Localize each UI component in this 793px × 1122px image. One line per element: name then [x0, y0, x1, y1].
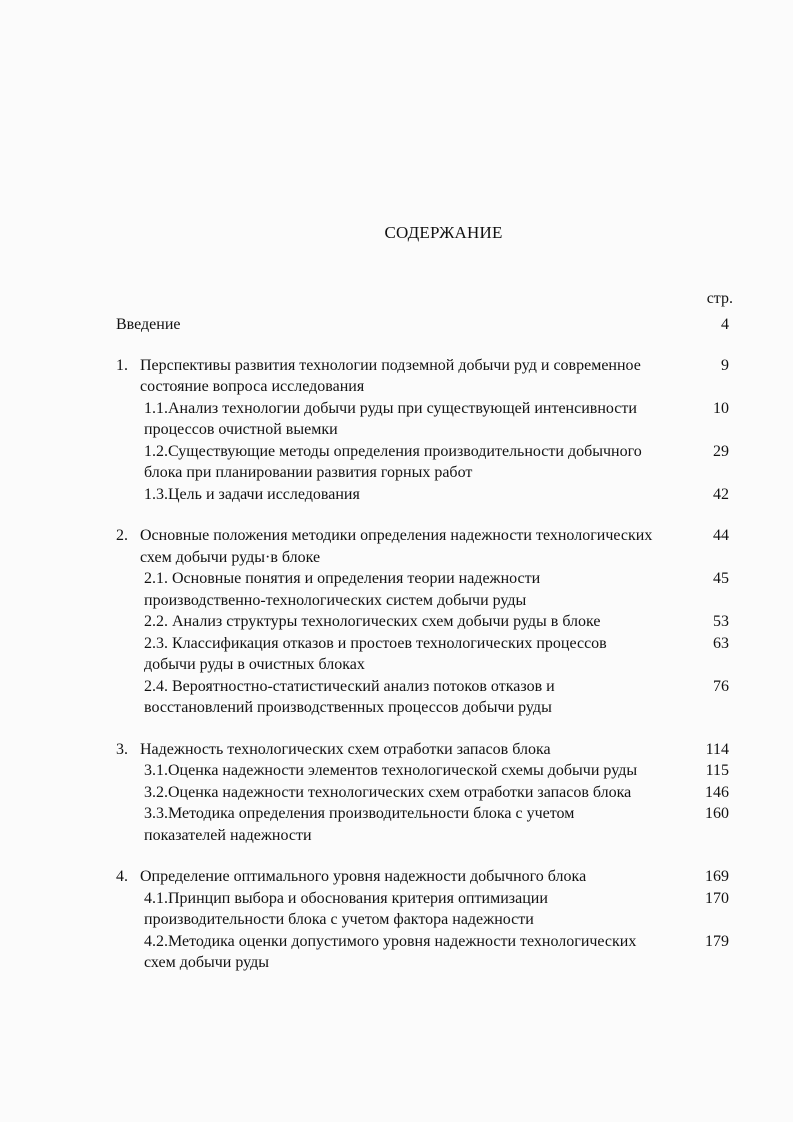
toc-subsection-title: 4.2.Методика оценки допустимого уровня надежности технологических схем добычи руды	[144, 932, 637, 971]
toc-subsection-page: 63	[713, 634, 729, 652]
toc-subsection	[116, 633, 729, 676]
toc-chapter-number: 3.	[116, 740, 128, 758]
toc-section-2	[116, 525, 729, 719]
toc-chapter	[116, 739, 729, 761]
toc-subsection	[116, 760, 729, 782]
toc-subsection-page: 45	[713, 570, 729, 587]
toc-subsection	[116, 484, 729, 506]
table-of-contents	[116, 314, 729, 994]
toc-intro-label: Введение	[116, 316, 181, 333]
toc-subsection-page: 170	[705, 889, 729, 907]
toc-chapter-title: Перспективы развития технологии подземной добычи руд и современное состояние вопроса исследования	[140, 356, 641, 395]
toc-subsection-title: 2.3. Классификация отказов и простоев технологических процессов добычи руды в очистных блоках	[144, 634, 607, 673]
toc-subsection	[116, 398, 729, 441]
toc-subsection-title: 2.1. Основные понятия и определения теории надежности производственно-технологических систем добычи руды	[144, 570, 541, 609]
toc-subsection	[116, 888, 729, 931]
toc-chapter-title: Основные положения методики определения надежности технологических схем добычи руды·в блоке	[140, 527, 653, 566]
toc-chapter-title: Определение оптимального уровня надежности добычного блока	[140, 868, 587, 885]
toc-subsection	[116, 568, 729, 611]
toc-subsection-title: 1.3.Цель и задачи исследования	[144, 485, 360, 503]
toc-subsection-page: 179	[705, 932, 729, 950]
toc-subsection-page: 42	[713, 485, 729, 503]
toc-subsection-title: 2.2. Анализ структуры технологических схем добычи руды в блоке	[144, 613, 601, 630]
toc-subsection-page: 115	[705, 762, 729, 779]
toc-chapter-page: 44	[713, 527, 729, 544]
toc-subsection-page: 10	[713, 399, 729, 417]
toc-subsection	[116, 441, 729, 484]
toc-section-1	[116, 355, 729, 506]
toc-subsection-title: 3.2.Оценка надежности технологических схем отработки запасов блока	[144, 783, 632, 801]
toc-chapter-page: 114	[705, 740, 729, 758]
toc-chapter	[116, 355, 729, 398]
toc-subsection-page: 29	[713, 442, 729, 460]
toc-section-3	[116, 739, 729, 847]
toc-chapter-number: 2.	[116, 527, 128, 544]
toc-chapter-page: 9	[721, 356, 729, 374]
toc-intro-page: 4	[721, 316, 729, 333]
toc-subsection-page: 53	[713, 613, 729, 630]
toc-subsection-title: 1.2.Существующие методы определения производительности добычного блока при планировании развития горных работ	[144, 442, 642, 481]
toc-chapter-number: 1.	[116, 356, 128, 374]
toc-chapter	[116, 525, 729, 568]
toc-subsection-page: 146	[705, 783, 729, 801]
toc-subsection-title: 3.1.Оценка надежности элементов технологической схемы добычи руды	[144, 762, 638, 779]
page-column-label: стр.	[706, 290, 733, 307]
toc-section-4	[116, 866, 729, 974]
toc-chapter-number: 4.	[116, 868, 128, 885]
toc-subsection	[116, 676, 729, 719]
toc-subsection-page: 76	[713, 677, 729, 695]
toc-subsection	[116, 611, 729, 633]
page-title: СОДЕРЖАНИЕ	[384, 223, 503, 242]
toc-chapter	[116, 866, 729, 888]
toc-subsection	[116, 931, 729, 974]
toc-subsection-title: 2.4. Вероятностно-статистический анализ потоков отказов и восстановлений производственных процессов добычи руды	[144, 677, 555, 716]
toc-subsection-page: 160	[705, 805, 729, 822]
toc-subsection-title: 4.1.Принцип выбора и обоснования критерия оптимизации производительности блока с учетом фактора надежности	[144, 889, 548, 928]
toc-subsection-title: 3.3.Методика определения производительности блока с учетом показателей надежности	[144, 805, 575, 844]
toc-chapter-page: 169	[705, 868, 729, 885]
toc-subsection	[116, 803, 729, 846]
toc-subsection	[116, 782, 729, 804]
toc-subsection-title: 1.1.Анализ технологии добычи руды при существующей интенсивности процессов очистной выемки	[144, 399, 637, 438]
toc-chapter-title: Надежность технологических схем отработки запасов блока	[140, 740, 551, 758]
toc-intro	[116, 314, 729, 336]
